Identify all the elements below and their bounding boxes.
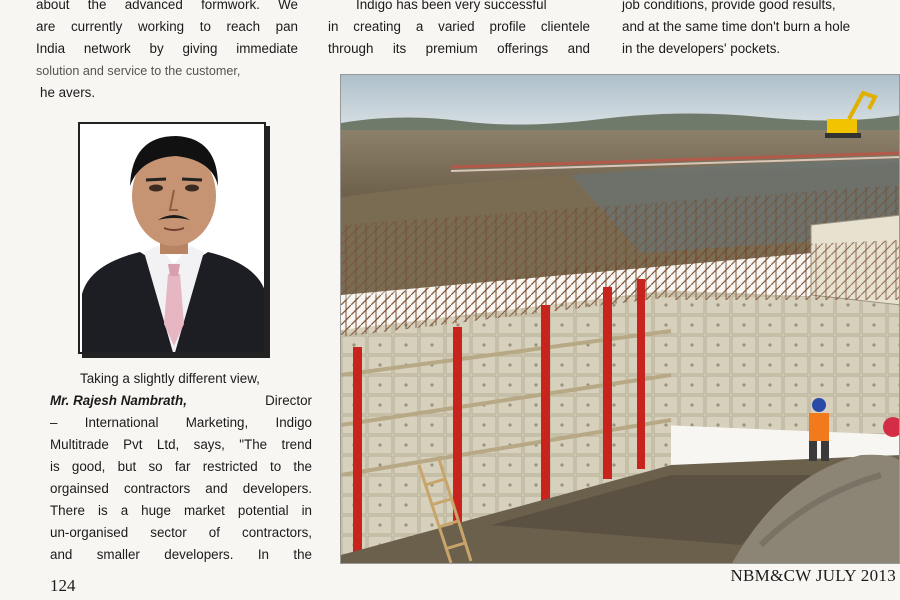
text-line: un-organised sector of contractors, [50, 525, 312, 540]
text-line: – International Marketing, Indigo [50, 415, 312, 430]
text-line: are currently working to reach pan [36, 19, 298, 34]
text-line: solution and service to the customer, [36, 64, 241, 78]
text-line: Taking a slightly different view, [80, 371, 260, 386]
text-line: India network by giving immediate [36, 41, 298, 56]
text-line: through its premium offerings and [328, 41, 590, 56]
person-title: Director [265, 393, 312, 408]
publication-issue: NBM&CW JULY 2013 [730, 566, 896, 585]
text-line: Multitrade Pvt Ltd, says, "The trend [50, 437, 312, 452]
text-line: orgainsed contractors and developers. [50, 481, 312, 496]
construction-site-photo [340, 74, 900, 564]
text-line: job conditions, provide good results, [622, 0, 836, 12]
text-line: and at the same time don't burn a hole [622, 19, 851, 34]
text-line-with-name [50, 390, 312, 412]
left-column-top-text [36, 0, 298, 104]
page-number: 124 [50, 576, 76, 595]
middle-column-top-text [328, 0, 590, 60]
text-line: about the advanced formwork. We [36, 0, 298, 12]
left-column-bottom-text [50, 368, 312, 566]
right-column-top-text [622, 0, 892, 60]
text-line: in creating a varied profile clientele [328, 19, 590, 34]
portrait-photo [78, 122, 266, 354]
formwork-site-illustration [341, 75, 900, 564]
text-line: and smaller developers. In the [50, 547, 312, 562]
text-line: Indigo has been very successful [356, 0, 547, 12]
person-name: Mr. Rajesh Nambrath, [50, 393, 187, 408]
text-line: he avers. [40, 85, 96, 100]
portrait-illustration [80, 124, 266, 354]
text-line: in the developers' pockets. [622, 41, 781, 56]
text-line: There is a huge market potential in [50, 503, 312, 518]
text-line: is good, but so far restricted to the [50, 459, 312, 474]
